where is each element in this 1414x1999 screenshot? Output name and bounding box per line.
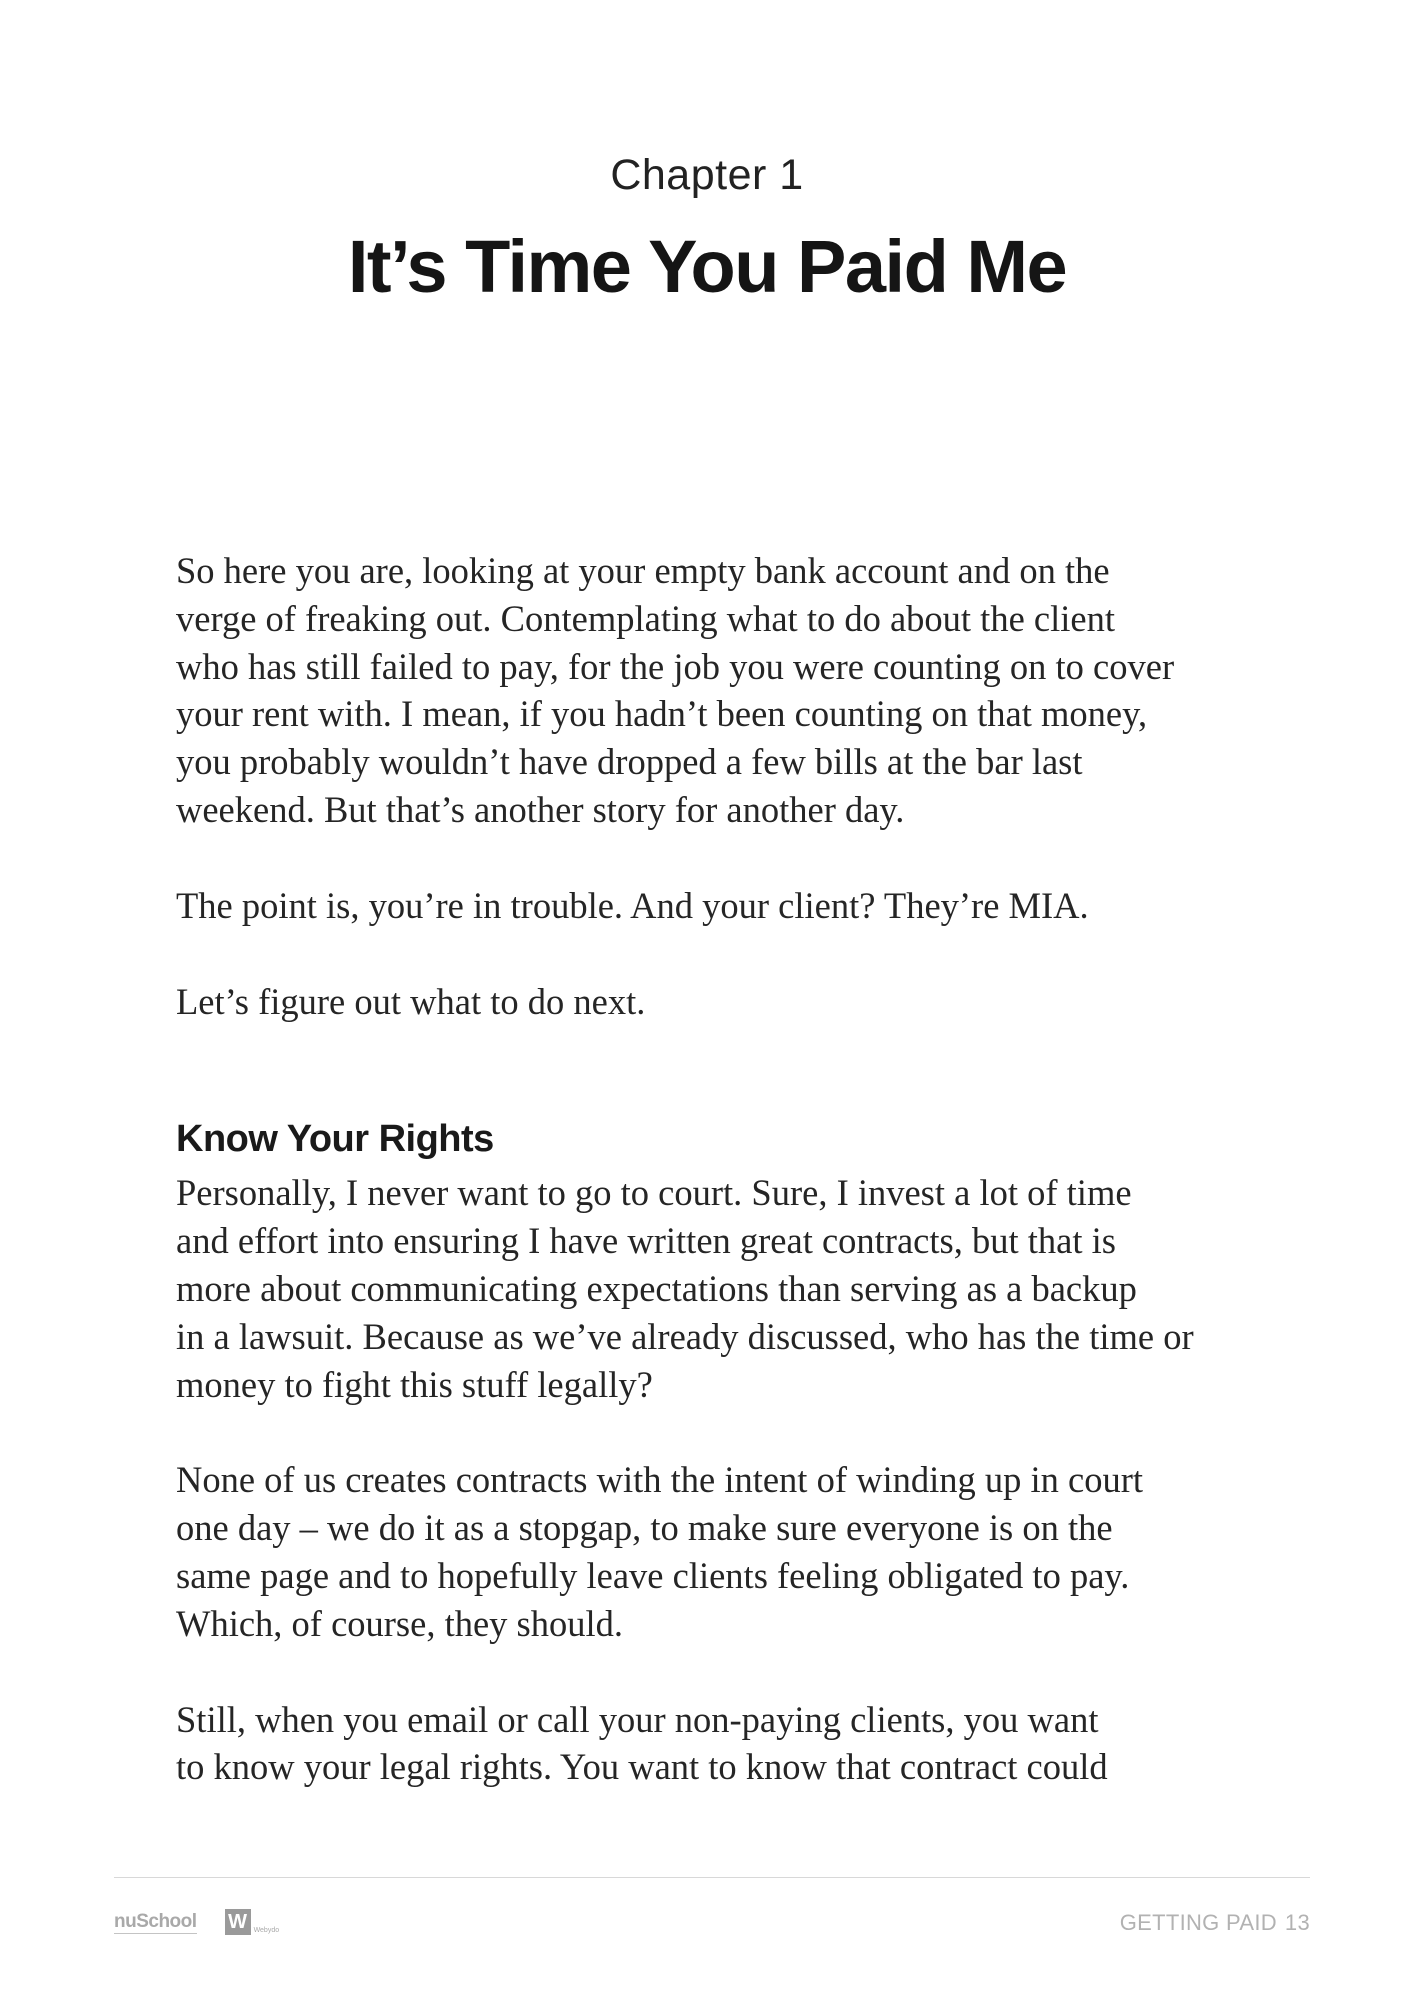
chapter-header [0,150,1414,312]
text-line: in a lawsuit. Because as we’ve already discussed, who has the time or [176,1315,1194,1357]
text-line: Let’s figure out what to do next. [176,980,646,1022]
text-line: your rent with. I mean, if you hadn’t been counting on that money, [176,693,1148,735]
chapter-title: It’s Time You Paid Me [347,225,1067,308]
webydo-logo-text: Webydo [253,1927,280,1934]
section-paragraph-2 [176,1456,1266,1647]
intro-paragraph-2 [176,882,1266,930]
intro-paragraph-1 [176,547,1266,834]
book-title: GETTING PAID [1119,1910,1277,1935]
text-line: The point is, you’re in trouble. And your client? They’re MIA. [176,884,1089,926]
text-line: one day – we do it as a stopgap, to make sure everyone is on the [176,1507,1113,1549]
section-heading: Know Your Rights [176,1118,494,1161]
footer-divider [114,1877,1310,1878]
section-paragraph-3 [176,1696,1266,1792]
nuschool-logo: nuSchool [114,1910,197,1932]
text-line: same page and to hopefully leave clients feeling obligated to pay. [176,1554,1130,1596]
running-footer [1120,1910,1310,1936]
text-line: Still, when you email or call your non-paying clients, you want [176,1698,1099,1740]
text-line: to know your legal rights. You want to know that contract could [176,1746,1108,1788]
webydo-logo-mark: W [225,1909,251,1935]
text-line: you probably wouldn’t have dropped a few bills at the bar last [176,741,1083,783]
text-line: None of us creates contracts with the intent of winding up in court [176,1459,1144,1501]
body-content [176,547,1266,1839]
section-know-your-rights [176,1117,1266,1791]
intro-paragraph-3 [176,978,1266,1026]
page-number: 13 [1284,1910,1310,1935]
text-line: So here you are, looking at your empty bank account and on the [176,550,1110,591]
webydo-logo [225,1909,280,1935]
text-line: and effort into ensuring I have written great contracts, but that is [176,1220,1116,1262]
text-line: Personally, I never want to go to court. Sure, I invest a lot of time [176,1172,1132,1214]
text-line: weekend. But that’s another story for another day. [176,788,905,830]
text-line: more about communicating expectations than serving as a backup [176,1267,1137,1309]
text-line: money to fight this stuff legally? [176,1363,653,1405]
text-line: Which, of course, they should. [176,1602,624,1644]
footer-logos [114,1905,279,1939]
text-line: who has still failed to pay, for the job you were counting on to cover [176,645,1175,687]
section-paragraph-1 [176,1169,1266,1408]
text-line: verge of freaking out. Contemplating what to do about the client [176,597,1115,639]
chapter-label: Chapter 1 [610,151,804,199]
